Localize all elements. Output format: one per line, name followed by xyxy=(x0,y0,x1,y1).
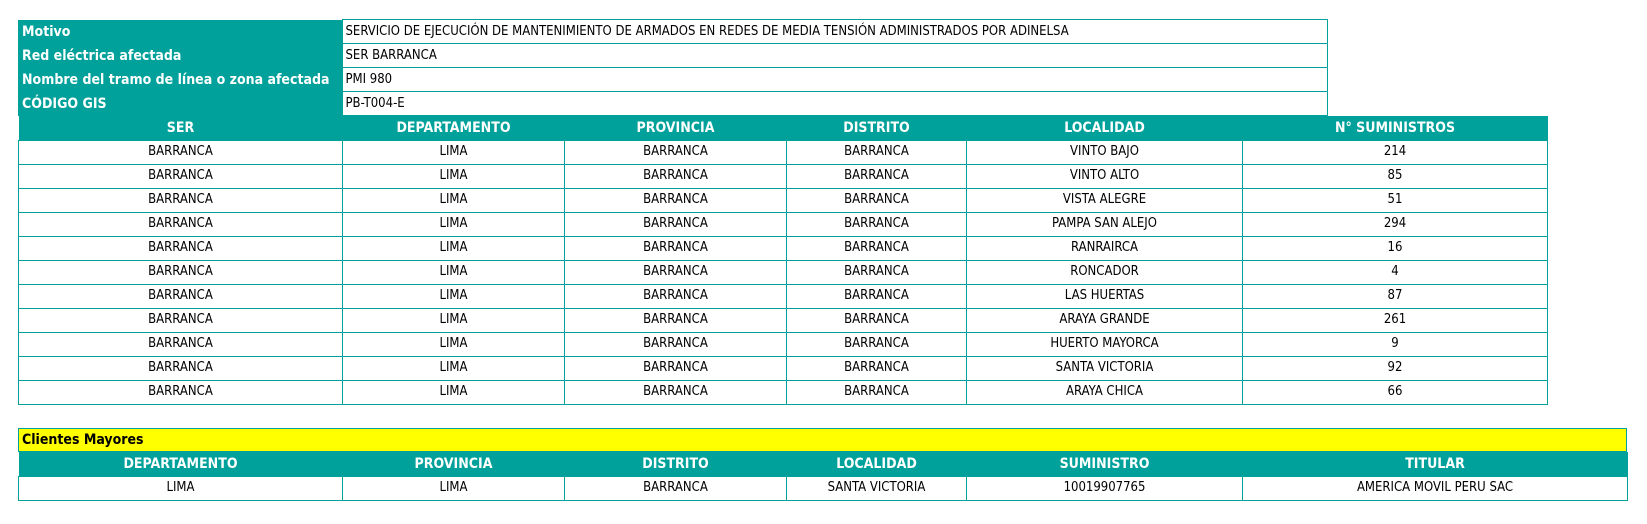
suministros-table xyxy=(18,116,1548,405)
column-header-departamento[interactable]: DEPARTAMENTO xyxy=(19,452,343,476)
table-cell[interactable]: BARRANCA xyxy=(19,236,343,260)
table-cell[interactable]: BARRANCA xyxy=(19,164,343,188)
info-label: CÓDIGO GIS xyxy=(18,92,342,116)
table-cell[interactable]: BARRANCA xyxy=(565,212,787,236)
column-header-titular[interactable]: TITULAR xyxy=(1243,452,1628,476)
column-header-suministros[interactable]: N° SUMINISTROS xyxy=(1243,116,1548,140)
table-cell[interactable]: BARRANCA xyxy=(565,236,787,260)
table-cell[interactable]: BARRANCA xyxy=(19,188,343,212)
table-cell[interactable]: LIMA xyxy=(19,476,343,500)
table-cell[interactable]: 9 xyxy=(1243,332,1548,356)
table-cell[interactable]: BARRANCA xyxy=(19,140,343,164)
table-cell[interactable]: LIMA xyxy=(343,476,565,500)
table-row xyxy=(19,260,1548,284)
table-cell[interactable]: LIMA xyxy=(343,140,565,164)
table-cell[interactable]: LIMA xyxy=(343,308,565,332)
table-cell[interactable]: BARRANCA xyxy=(19,380,343,404)
table-cell[interactable]: BARRANCA xyxy=(787,212,967,236)
table-row xyxy=(19,332,1548,356)
table-cell[interactable]: BARRANCA xyxy=(19,356,343,380)
table-row xyxy=(19,356,1548,380)
info-row-motivo xyxy=(18,20,1327,44)
table-cell[interactable]: 4 xyxy=(1243,260,1548,284)
table-cell[interactable]: BARRANCA xyxy=(19,212,343,236)
table-cell[interactable]: LIMA xyxy=(343,332,565,356)
column-header-suministro[interactable]: SUMINISTRO xyxy=(967,452,1243,476)
info-value[interactable]: SER BARRANCA xyxy=(342,44,1327,68)
table-cell[interactable]: BARRANCA xyxy=(19,308,343,332)
table-cell[interactable]: BARRANCA xyxy=(565,356,787,380)
table-cell[interactable]: LIMA xyxy=(343,356,565,380)
table-cell[interactable]: LIMA xyxy=(343,236,565,260)
info-row-codigo-gis xyxy=(18,92,1327,116)
table-cell[interactable]: HUERTO MAYORCA xyxy=(967,332,1243,356)
table-cell[interactable]: BARRANCA xyxy=(787,332,967,356)
info-value[interactable]: SERVICIO DE EJECUCIÓN DE MANTENIMIENTO DE ARMADOS EN REDES DE MEDIA TENSIÓN ADMINISTRADOS POR ADINELSA xyxy=(342,20,1327,44)
table-cell[interactable]: 214 xyxy=(1243,140,1548,164)
info-table xyxy=(18,19,1328,116)
table-cell[interactable]: LAS HUERTAS xyxy=(967,284,1243,308)
table-cell[interactable]: 66 xyxy=(1243,380,1548,404)
table-cell[interactable]: BARRANCA xyxy=(787,284,967,308)
table-cell[interactable]: RONCADOR xyxy=(967,260,1243,284)
table-cell[interactable]: BARRANCA xyxy=(19,260,343,284)
column-header-ser[interactable]: SER xyxy=(19,116,343,140)
table-cell[interactable]: BARRANCA xyxy=(565,308,787,332)
table-header-row xyxy=(19,116,1548,140)
table-cell[interactable]: BARRANCA xyxy=(787,188,967,212)
column-header-departamento[interactable]: DEPARTAMENTO xyxy=(343,116,565,140)
table-row xyxy=(19,188,1548,212)
table-cell[interactable]: BARRANCA xyxy=(565,476,787,500)
column-header-distrito[interactable]: DISTRITO xyxy=(565,452,787,476)
table-row xyxy=(19,476,1628,500)
table-cell[interactable]: LIMA xyxy=(343,260,565,284)
table-cell[interactable]: BARRANCA xyxy=(787,140,967,164)
table-cell[interactable]: BARRANCA xyxy=(565,164,787,188)
table-cell[interactable]: PAMPA SAN ALEJO xyxy=(967,212,1243,236)
table-cell[interactable]: BARRANCA xyxy=(565,188,787,212)
table-cell[interactable]: 92 xyxy=(1243,356,1548,380)
table-row xyxy=(19,164,1548,188)
info-row-red xyxy=(18,44,1327,68)
info-row-tramo xyxy=(18,68,1327,92)
table-header-row xyxy=(19,452,1628,476)
table-row xyxy=(19,236,1548,260)
info-label: Motivo xyxy=(18,20,342,44)
column-header-provincia[interactable]: PROVINCIA xyxy=(343,452,565,476)
clientes-mayores-table xyxy=(18,452,1628,501)
table-cell[interactable]: 10019907765 xyxy=(967,476,1243,500)
table-cell[interactable]: VISTA ALEGRE xyxy=(967,188,1243,212)
table-cell[interactable]: 16 xyxy=(1243,236,1548,260)
table-cell[interactable]: BARRANCA xyxy=(787,308,967,332)
table-cell[interactable]: RANRAIRCA xyxy=(967,236,1243,260)
table-cell[interactable]: SANTA VICTORIA xyxy=(967,356,1243,380)
column-header-distrito[interactable]: DISTRITO xyxy=(787,116,967,140)
table-cell[interactable]: LIMA xyxy=(343,212,565,236)
table-cell[interactable]: SANTA VICTORIA xyxy=(787,476,967,500)
table-row xyxy=(19,380,1548,404)
table-cell[interactable]: LIMA xyxy=(343,164,565,188)
table-row xyxy=(19,308,1548,332)
table-cell[interactable]: LIMA xyxy=(343,284,565,308)
table-cell[interactable]: 51 xyxy=(1243,188,1548,212)
table-cell[interactable]: BARRANCA xyxy=(787,356,967,380)
table-cell[interactable]: AMERICA MOVIL PERU SAC xyxy=(1243,476,1628,500)
table-cell[interactable]: BARRANCA xyxy=(787,164,967,188)
table-cell[interactable]: BARRANCA xyxy=(565,260,787,284)
info-label: Red eléctrica afectada xyxy=(18,44,342,68)
table-cell[interactable]: LIMA xyxy=(343,188,565,212)
info-value[interactable]: PB-T004-E xyxy=(342,92,1327,116)
table-row xyxy=(19,284,1548,308)
table-cell[interactable]: BARRANCA xyxy=(19,332,343,356)
table-cell[interactable]: 85 xyxy=(1243,164,1548,188)
table-cell[interactable]: BARRANCA xyxy=(787,380,967,404)
info-label: Nombre del tramo de línea o zona afectada xyxy=(18,68,342,92)
table-cell[interactable]: BARRANCA xyxy=(19,284,343,308)
table-cell[interactable]: BARRANCA xyxy=(787,236,967,260)
info-value[interactable]: PMI 980 xyxy=(342,68,1327,92)
clientes-mayores-title[interactable]: Clientes Mayores xyxy=(18,428,1627,452)
table-cell[interactable]: VINTO BAJO xyxy=(967,140,1243,164)
table-cell[interactable]: ARAYA GRANDE xyxy=(967,308,1243,332)
column-header-localidad[interactable]: LOCALIDAD xyxy=(787,452,967,476)
table-cell[interactable]: VINTO ALTO xyxy=(967,164,1243,188)
table-cell[interactable]: ARAYA CHICA xyxy=(967,380,1243,404)
table-cell[interactable]: BARRANCA xyxy=(565,380,787,404)
column-header-provincia[interactable]: PROVINCIA xyxy=(565,116,787,140)
table-row xyxy=(19,212,1548,236)
table-cell[interactable]: BARRANCA xyxy=(565,140,787,164)
table-cell[interactable]: BARRANCA xyxy=(565,284,787,308)
column-header-localidad[interactable]: LOCALIDAD xyxy=(967,116,1243,140)
table-cell[interactable]: 294 xyxy=(1243,212,1548,236)
table-cell[interactable]: 87 xyxy=(1243,284,1548,308)
table-cell[interactable]: 261 xyxy=(1243,308,1548,332)
table-row xyxy=(19,140,1548,164)
table-cell[interactable]: BARRANCA xyxy=(565,332,787,356)
table-cell[interactable]: LIMA xyxy=(343,380,565,404)
table-cell[interactable]: BARRANCA xyxy=(787,260,967,284)
